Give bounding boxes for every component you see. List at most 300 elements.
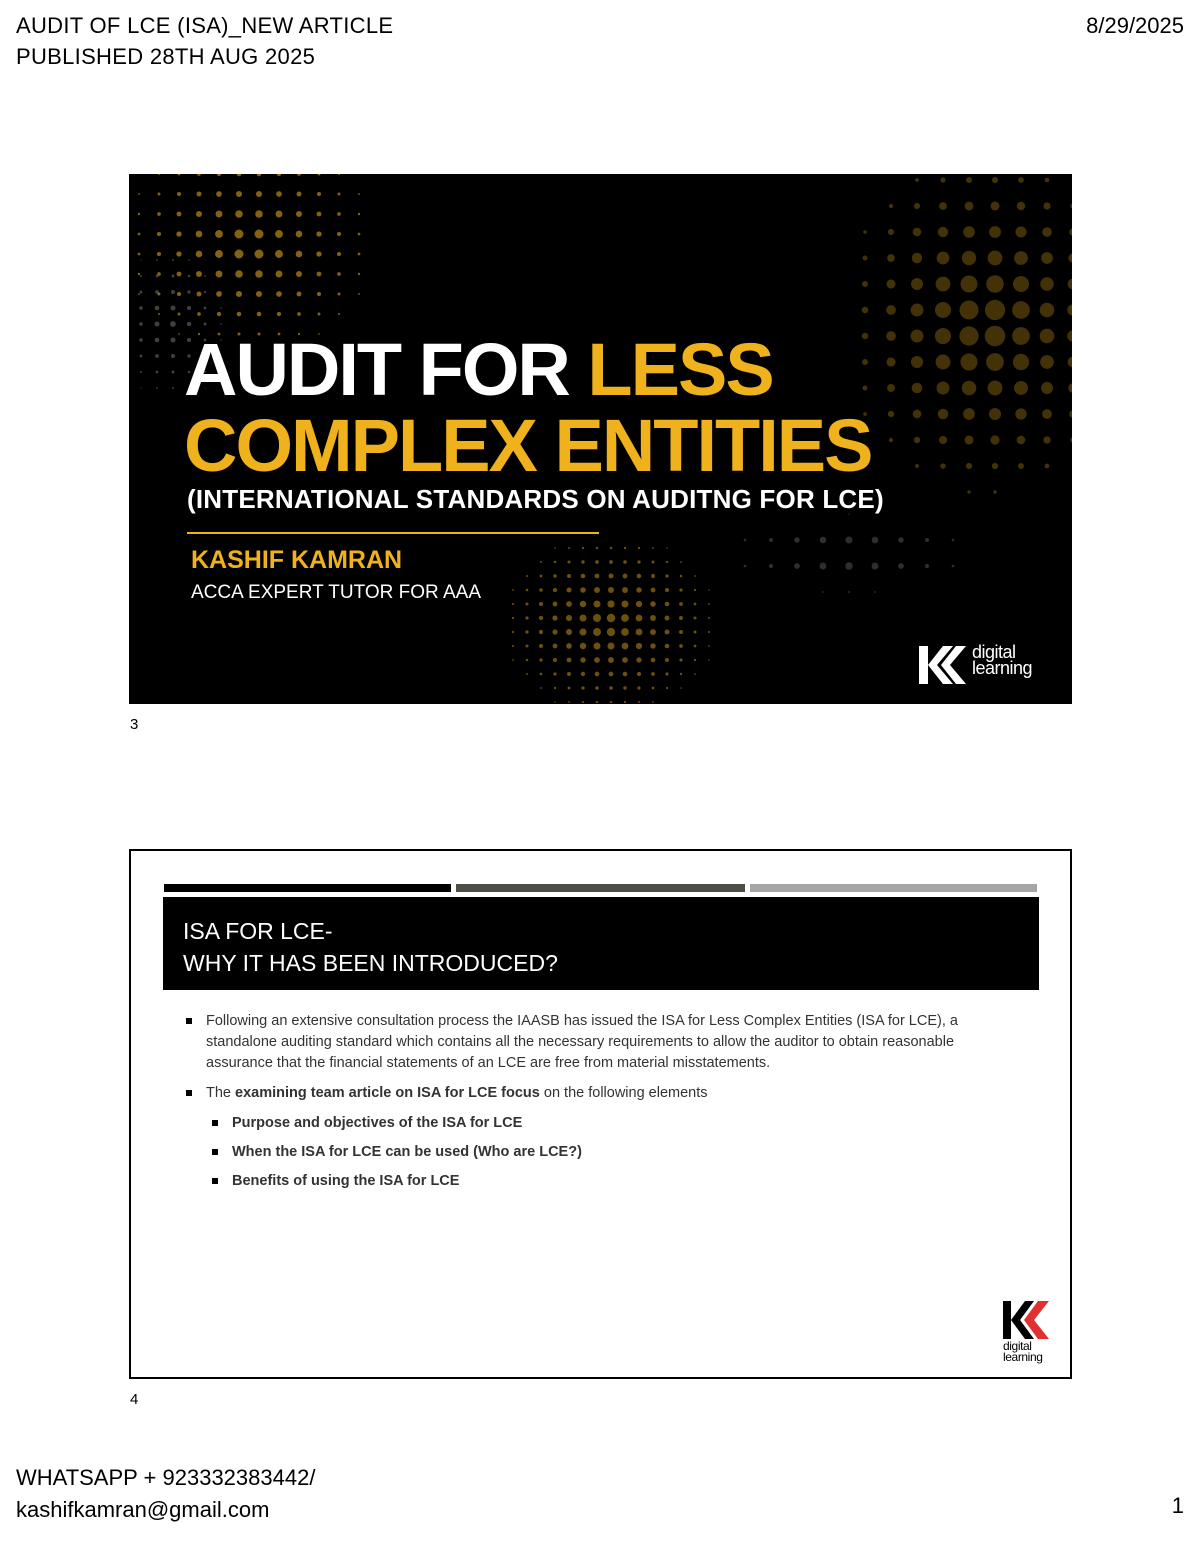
- decor-dot: [848, 591, 850, 593]
- decor-dot: [197, 174, 201, 176]
- decor-dot: [567, 588, 572, 593]
- decor-dot: [275, 250, 283, 258]
- decor-dot: [171, 354, 175, 358]
- decor-dot: [925, 564, 929, 568]
- decor-dot: [566, 601, 572, 607]
- decor-dot: [205, 260, 206, 261]
- decor-dot: [138, 273, 140, 275]
- decor-dot: [177, 272, 182, 277]
- decor-dot: [553, 658, 557, 662]
- decor-dot: [680, 687, 682, 689]
- decor-dot: [938, 409, 949, 420]
- decor-dot: [680, 561, 682, 563]
- decor-dot: [171, 306, 176, 311]
- decor-dot: [624, 547, 626, 549]
- decor-dot: [651, 574, 655, 578]
- decor-dot: [872, 537, 879, 544]
- decor-dot: [539, 616, 543, 620]
- decor-dot: [863, 230, 867, 234]
- email-contact: kashifkamran@gmail.com: [16, 1497, 270, 1522]
- decor-dot: [889, 438, 893, 442]
- decor-dot: [358, 193, 360, 195]
- decor-dot: [567, 658, 572, 663]
- decor-dot: [886, 305, 896, 315]
- decor-dot: [986, 353, 1004, 371]
- sub-bullet-item: Purpose and objectives of the ISA for LCE: [207, 1113, 1021, 1134]
- decor-dot: [1069, 410, 1072, 418]
- decor-dot: [540, 561, 542, 563]
- decor-dot: [1068, 357, 1072, 368]
- decor-dot: [862, 281, 868, 287]
- decor-dot: [204, 323, 207, 326]
- decor-dot: [296, 211, 302, 217]
- decor-dot: [567, 672, 571, 676]
- decor-dot: [694, 631, 697, 634]
- decor-dot: [1069, 228, 1072, 235]
- decor-dot: [845, 536, 852, 543]
- decor-dot: [172, 387, 174, 389]
- bullet-text: The: [206, 1085, 236, 1101]
- logo-text-line2: learning: [972, 658, 1033, 678]
- decor-dot: [1012, 301, 1030, 319]
- decor-dot: [794, 537, 799, 542]
- decor-dot: [552, 629, 557, 634]
- decor-dot: [526, 673, 528, 675]
- decor-dot: [155, 354, 159, 358]
- decor-dot: [937, 382, 950, 395]
- decor-dot: [170, 321, 176, 327]
- decor-dot: [171, 290, 175, 294]
- decor-dot: [338, 193, 341, 196]
- decor-dot: [566, 629, 572, 635]
- logo-text-line1: digital: [1003, 1339, 1032, 1353]
- decor-dot: [652, 547, 654, 549]
- decor-dot: [962, 381, 977, 396]
- decor-dot: [985, 326, 1005, 346]
- logo-text-line2: learning: [1003, 1350, 1043, 1364]
- decor-dot: [1014, 381, 1028, 395]
- decor-dot: [744, 565, 747, 568]
- decor-dot: [965, 436, 974, 445]
- decor-dot: [652, 701, 654, 703]
- decor-dot: [708, 589, 709, 590]
- decor-dot: [694, 575, 696, 577]
- kk-logo-icon: [1003, 1301, 1051, 1341]
- decor-dot: [138, 253, 141, 256]
- decor-dot: [652, 561, 655, 564]
- decor-dot: [961, 276, 978, 293]
- decor-dot: [187, 322, 191, 326]
- title-second-line: COMPLEX ENTITIES: [184, 404, 872, 487]
- decor-dot: [204, 291, 206, 293]
- decor-dot: [358, 293, 360, 295]
- decor-dot: [898, 537, 903, 542]
- logo-text-line1: digital: [972, 642, 1016, 662]
- decor-dot: [176, 231, 181, 236]
- decor-dot: [622, 657, 628, 663]
- decor-dot: [566, 615, 572, 621]
- decor-dot: [637, 560, 640, 563]
- decor-dot: [512, 631, 514, 633]
- decor-dot: [156, 387, 158, 389]
- decor-dot: [991, 202, 1000, 211]
- decor-dot: [679, 658, 682, 661]
- decor-dot: [637, 686, 640, 689]
- decor-dot: [887, 254, 895, 262]
- decor-dot: [235, 250, 244, 259]
- decor-dot: [317, 272, 322, 277]
- decor-dot: [708, 631, 710, 633]
- decor-bar-black: [164, 884, 451, 892]
- decor-dot: [568, 701, 570, 703]
- decor-dot: [568, 687, 571, 690]
- decor-dot: [220, 323, 222, 325]
- decor-dot: [938, 227, 948, 237]
- decor-dot: [158, 193, 161, 196]
- decor-dot: [1018, 463, 1024, 469]
- decor-dot: [679, 588, 682, 591]
- decor-dot: [553, 672, 556, 675]
- decor-dot: [235, 230, 244, 239]
- page-footer: [16, 1462, 315, 1526]
- bullet-item: [181, 1083, 1021, 1104]
- decor-dot: [220, 307, 221, 308]
- decor-dot: [665, 630, 670, 635]
- decor-dot: [196, 271, 202, 277]
- heading-line2: WHY IT HAS BEEN INTRODUCED?: [183, 950, 558, 976]
- decor-dot: [338, 313, 340, 315]
- decor-dot: [915, 178, 919, 182]
- decor-dot: [188, 275, 191, 278]
- decor-dot: [512, 589, 514, 591]
- decor-dot: [989, 408, 1001, 420]
- decor-dot: [637, 672, 641, 676]
- decor-dot: [155, 290, 159, 294]
- decor-dot: [156, 371, 159, 374]
- decor-dot: [337, 252, 341, 256]
- decor-dot: [666, 687, 668, 689]
- decor-dot: [155, 322, 160, 327]
- decor-dot: [1043, 436, 1050, 443]
- decor-dot: [196, 231, 203, 238]
- decor-dot: [915, 464, 919, 468]
- decor-dot: [940, 177, 945, 182]
- decor-dot: [1042, 227, 1052, 237]
- decor-dot: [594, 657, 600, 663]
- decor-dot: [276, 191, 282, 197]
- decor-dot: [554, 547, 556, 549]
- decor-dot: [595, 672, 600, 677]
- page-number: 1: [1171, 1493, 1184, 1518]
- decor-dot: [988, 381, 1003, 396]
- decor-dot: [539, 602, 543, 606]
- decor-dot: [666, 547, 667, 548]
- kk-logo-icon: [919, 644, 971, 686]
- decor-dot: [539, 630, 543, 634]
- decor-dot: [912, 383, 923, 394]
- decor-dot: [1040, 355, 1054, 369]
- decor-dot: [1015, 226, 1026, 237]
- decor-dot: [888, 411, 894, 417]
- decor-dot: [636, 601, 642, 607]
- decor-dot: [988, 251, 1003, 266]
- decor-dot: [257, 312, 262, 317]
- decor-dot: [911, 278, 923, 290]
- decor-dot: [255, 250, 264, 259]
- decor-dot: [177, 192, 181, 196]
- decor-dot: [621, 614, 629, 622]
- decor-dot: [172, 259, 174, 261]
- decor-dot: [316, 251, 321, 256]
- decor-dot: [296, 251, 303, 258]
- decor-dot: [623, 672, 628, 677]
- decor-dot: [911, 304, 924, 317]
- decor-dot: [1014, 251, 1028, 265]
- decor-dot: [277, 174, 281, 176]
- decor-dot: [296, 231, 303, 238]
- decor-dot: [581, 574, 586, 579]
- decor-dot: [217, 312, 221, 316]
- decor-dot: [155, 338, 160, 343]
- decor-dot: [911, 330, 924, 343]
- bullet-bold-text: examining team article on ISA for LCE focus: [235, 1085, 540, 1101]
- decor-dot: [769, 538, 773, 542]
- decor-dot: [596, 547, 598, 549]
- decor-dot: [540, 673, 543, 676]
- decor-dot: [157, 252, 161, 256]
- decor-dot: [993, 490, 997, 494]
- decor-dot: [139, 322, 143, 326]
- decor-dot: [358, 233, 361, 236]
- decor-dot: [638, 547, 640, 549]
- decor-dot: [595, 686, 599, 690]
- decor-dot: [607, 628, 615, 636]
- decor-dot: [257, 174, 262, 176]
- decor-dot: [157, 232, 161, 236]
- decor-dot: [579, 628, 586, 635]
- slide-number: 4: [130, 1391, 139, 1408]
- decor-dot: [637, 574, 641, 578]
- decor-dot: [708, 603, 710, 605]
- decor-dot: [140, 387, 141, 388]
- decor-dot: [553, 588, 557, 592]
- decor-bar-dark-grey: [456, 884, 745, 892]
- decor-dot: [609, 574, 614, 579]
- decor-dot: [526, 645, 529, 648]
- decor-dot: [989, 226, 1001, 238]
- decor-dot: [176, 251, 181, 256]
- decor-dot: [580, 657, 585, 662]
- decor-dot: [318, 313, 321, 316]
- decor-dot: [512, 603, 514, 605]
- decor-dot: [358, 273, 360, 275]
- decor-dot: [965, 202, 974, 211]
- decor-dot: [255, 230, 264, 239]
- decor-dot: [594, 643, 601, 650]
- decor-dot: [579, 614, 586, 621]
- decor-dot: [235, 210, 243, 218]
- decor-dot: [1041, 252, 1053, 264]
- decor-dot: [962, 251, 976, 265]
- decor-dot: [610, 547, 613, 550]
- logo-text: [1003, 1341, 1043, 1363]
- slide-subtitle: (INTERNATIONAL STANDARDS ON AUDITNG FOR LCE): [187, 484, 884, 514]
- decor-dot: [525, 630, 528, 633]
- decor-bar-light-grey: [750, 884, 1037, 892]
- decor-dot: [140, 291, 143, 294]
- decor-dot: [595, 560, 599, 564]
- decor-dot: [1067, 330, 1072, 341]
- decor-dot: [914, 437, 920, 443]
- decor-dot: [911, 356, 923, 368]
- decor-dot: [636, 587, 641, 592]
- slide-body: [181, 1011, 1021, 1200]
- decor-dot: [177, 292, 181, 296]
- decor-dot: [220, 291, 221, 292]
- decor-dot: [986, 275, 1004, 293]
- decor-dot: [255, 270, 263, 278]
- decor-dot: [188, 259, 190, 261]
- decor-dot: [525, 602, 528, 605]
- decor-dot: [566, 643, 572, 649]
- decor-dot: [158, 174, 160, 175]
- decor-dot: [204, 307, 207, 310]
- decor-dot: [140, 275, 142, 277]
- decor-dot: [140, 355, 143, 358]
- decor-dot: [237, 174, 242, 176]
- decor-dot: [526, 659, 529, 662]
- decor-dot: [666, 561, 668, 563]
- decor-dot: [297, 292, 302, 297]
- decor-dot: [553, 602, 558, 607]
- decor-dot: [235, 270, 243, 278]
- whatsapp-contact: WHATSAPP + 923332383442/: [16, 1465, 316, 1490]
- decor-dot: [952, 565, 955, 568]
- decor-dot: [255, 210, 263, 218]
- decor-dot: [694, 659, 696, 661]
- header-date: 8/29/2025: [1086, 13, 1184, 38]
- decor-dot: [172, 275, 175, 278]
- decor-dot: [277, 312, 281, 316]
- decor-dot: [769, 564, 773, 568]
- decor-dot: [512, 617, 514, 619]
- decor-dot: [679, 616, 683, 620]
- decor-dot: [621, 628, 629, 636]
- decor-dot: [236, 191, 242, 197]
- decor-dot: [256, 191, 262, 197]
- decor-dot: [156, 259, 158, 261]
- decor-dot: [204, 275, 206, 277]
- decor-dot: [623, 686, 626, 689]
- decor-dot: [582, 701, 584, 703]
- decor-dot: [650, 643, 655, 648]
- decor-dot: [679, 630, 683, 634]
- decor-dot: [607, 600, 614, 607]
- decor-dot: [553, 644, 558, 649]
- decor-dot: [665, 672, 668, 675]
- decor-dot: [358, 213, 360, 215]
- decor-dot: [338, 293, 341, 296]
- decor-dot: [593, 614, 601, 622]
- decor-dot: [581, 560, 584, 563]
- decor-dot: [607, 614, 615, 622]
- decor-dot: [623, 574, 628, 579]
- decor-dot: [939, 202, 947, 210]
- decor-dot: [215, 250, 223, 258]
- decor-dot: [552, 615, 557, 620]
- decor-dot: [337, 212, 341, 216]
- decor-dot: [1015, 408, 1026, 419]
- decor-dot: [187, 306, 191, 310]
- decor-dot: [940, 463, 945, 468]
- decor-dot: [526, 589, 529, 592]
- decor-dot: [694, 673, 696, 675]
- decor-dot: [593, 628, 601, 636]
- decor-dot: [935, 302, 951, 318]
- decor-dot: [580, 587, 586, 593]
- decor-dot: [636, 629, 643, 636]
- published-date: PUBLISHED 28TH AUG 2025: [16, 44, 316, 69]
- decor-dot: [665, 574, 668, 577]
- decor-dot: [1013, 276, 1029, 292]
- decor-dot: [256, 291, 262, 297]
- decor-dot: [845, 562, 852, 569]
- decor-dot: [1040, 277, 1054, 291]
- decor-dot: [567, 560, 570, 563]
- decor-dot: [196, 211, 202, 217]
- decor-dot: [624, 701, 626, 703]
- decor-dot: [540, 687, 542, 689]
- decor-dot: [680, 673, 682, 675]
- decor-dot: [694, 645, 697, 648]
- decor-dot: [665, 658, 669, 662]
- decor-dot: [708, 617, 710, 619]
- decor-dot: [1041, 382, 1053, 394]
- decor-dot: [594, 587, 600, 593]
- decor-dot: [609, 686, 613, 690]
- decor-dot: [1018, 177, 1024, 183]
- decor-dot: [936, 355, 951, 370]
- decor-dot: [1043, 202, 1050, 209]
- heading-line1: ISA FOR LCE-: [183, 918, 333, 944]
- decor-dot: [1012, 327, 1030, 345]
- decor-dot: [317, 192, 321, 196]
- decor-dot: [568, 547, 570, 549]
- decor-dot: [912, 253, 922, 263]
- decor-dot: [862, 307, 868, 313]
- decor-dot: [337, 272, 341, 276]
- decor-dot: [622, 643, 629, 650]
- decor-dot: [887, 384, 895, 392]
- decor-dot: [187, 290, 190, 293]
- decor-dot: [650, 601, 656, 607]
- title-slide: [129, 174, 1072, 704]
- decor-dot: [539, 644, 543, 648]
- decor-dot: [863, 256, 868, 261]
- decor-dot: [985, 300, 1005, 320]
- title-yellow-part: LESS: [587, 328, 773, 411]
- decor-dot: [937, 252, 950, 265]
- decor-dot: [316, 231, 321, 236]
- decor-dot: [708, 659, 709, 660]
- decor-dot: [939, 436, 947, 444]
- decor-dot: [936, 277, 951, 292]
- decor-dot: [338, 174, 340, 175]
- decor-dot: [581, 686, 584, 689]
- sub-bullet-item: Benefits of using the ISA for LCE: [207, 1171, 1021, 1192]
- decor-dot: [157, 212, 161, 216]
- decor-dot: [650, 629, 656, 635]
